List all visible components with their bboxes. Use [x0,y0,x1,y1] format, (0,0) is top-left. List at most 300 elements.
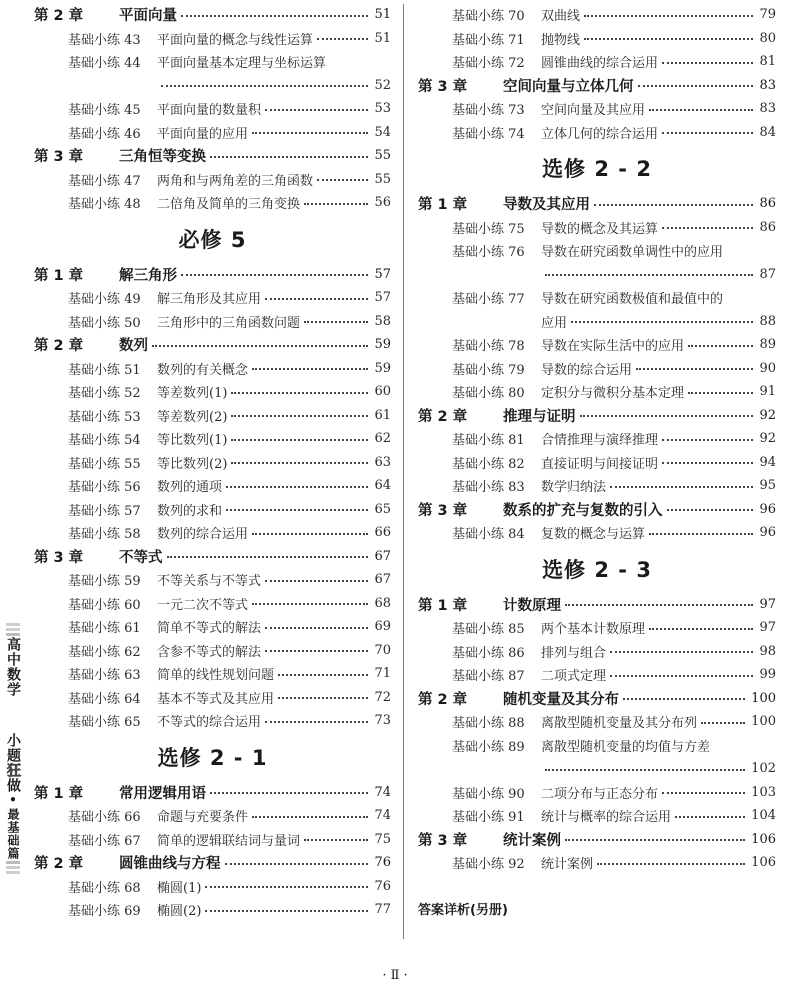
leader-dots [545,769,745,771]
page-number: 92 [759,431,776,447]
toc-chapter[interactable] [34,333,391,357]
lesson-number: 基础小练 53 [68,409,141,425]
toc-lesson[interactable] [34,709,391,733]
toc-lesson[interactable] [418,734,776,758]
leader-dots [662,439,753,441]
lesson-number: 基础小练 71 [452,32,525,48]
answers-note[interactable]: 答案详析(另册) [418,902,508,918]
lesson-number: 基础小练 45 [68,103,141,119]
chapter-title: 随机变量及其分布 [503,691,619,708]
chapter-title: 统计案例 [503,832,561,849]
leader-dots [610,675,753,677]
toc-chapter[interactable] [34,263,391,287]
lesson-title: 抛物线 [541,32,581,48]
leader-dots [662,132,753,134]
toc-lesson[interactable] [418,616,776,640]
lesson-number: 基础小练 58 [68,527,141,543]
page-number: 74 [374,808,391,824]
toc-lesson[interactable] [34,380,391,404]
page-number: 66 [374,525,391,541]
toc-lesson[interactable] [418,851,776,875]
chapter-number: 第 3 章 [418,78,468,95]
page-number: 60 [374,384,391,400]
leader-dots [265,580,368,582]
page-number: 53 [374,101,391,117]
leader-dots [610,651,753,653]
lesson-title: 数列的有关概念 [157,362,249,378]
toc-lesson[interactable] [418,97,776,121]
leader-dots [545,274,753,276]
page-number: 59 [374,360,391,376]
page-number: 62 [374,431,391,447]
toc-lesson[interactable] [418,474,776,498]
lesson-title: 空间向量及其应用 [541,103,646,119]
chapter-number: 第 2 章 [34,8,84,25]
chapter-title: 平面向量 [119,8,177,25]
lesson-number: 基础小练 55 [68,456,141,472]
leader-dots [304,203,368,205]
lesson-number: 基础小练 80 [452,386,525,402]
toc-lesson[interactable] [34,357,391,381]
toc-chapter[interactable] [418,828,776,852]
leader-dots [597,863,745,865]
spine-bar [6,866,20,869]
lesson-number: 基础小练 64 [68,691,141,707]
toc-lesson[interactable] [34,310,391,334]
leader-dots [662,792,745,794]
leader-dots [265,650,368,652]
toc-lesson[interactable] [418,380,776,404]
lesson-number: 基础小练 47 [68,173,141,189]
toc-lesson[interactable] [34,97,391,121]
lesson-title: 等差数列(2) [157,409,228,425]
lesson-number: 基础小练 44 [68,56,141,72]
book-spine [3,622,23,875]
leader-dots [594,204,753,206]
lesson-title: 命题与充要条件 [157,810,249,826]
lesson-number: 基础小练 90 [452,786,525,802]
lesson-number: 基础小练 57 [68,503,141,519]
lesson-title: 简单的逻辑联结词与量词 [157,833,301,849]
page-number: 100 [751,690,776,706]
leader-dots [210,792,368,794]
page-number: 55 [374,148,391,164]
lesson-number: 基础小练 75 [452,221,525,237]
page-number: 98 [759,643,776,659]
page-number: 51 [374,7,391,23]
leader-dots [252,533,368,535]
page-number: 87 [759,266,776,282]
leader-dots [181,274,368,276]
lesson-title: 解三角形及其应用 [157,292,262,308]
lesson-title: 等差数列(1) [157,386,228,402]
leader-dots [278,697,368,699]
toc-lesson[interactable] [34,498,391,522]
leader-dots [675,816,745,818]
leader-dots [565,839,745,841]
leader-dots [265,721,368,723]
page-number: 57 [374,266,391,282]
page-number: 74 [374,784,391,800]
lesson-title: 双曲线 [541,9,581,25]
page-number: 75 [374,831,391,847]
spine-bar [6,628,20,631]
toc-lesson[interactable] [34,521,391,545]
leader-dots [225,863,369,865]
leader-dots [252,816,368,818]
toc-lesson[interactable] [34,662,391,686]
page-number: 91 [759,384,776,400]
toc-chapter[interactable] [418,404,776,428]
lesson-number: 基础小练 61 [68,621,141,637]
toc-lesson[interactable] [34,898,391,922]
lesson-title: 简单不等式的解法 [157,621,262,637]
page-number: 69 [374,619,391,635]
page-number: 96 [759,525,776,541]
leader-dots [662,462,753,464]
page-number: 76 [374,855,391,871]
lesson-number: 基础小练 49 [68,292,141,308]
leader-dots [701,722,745,724]
chapter-number: 第 1 章 [34,785,84,802]
leader-dots [304,321,368,323]
page-number: 86 [759,196,776,212]
lesson-title: 二项分布与正态分布 [541,786,659,802]
toc-lesson[interactable] [418,710,776,734]
page-number: 97 [759,620,776,636]
leader-dots [205,910,368,912]
toc-lesson[interactable] [34,474,391,498]
page-number: 77 [374,902,391,918]
lesson-title: 数列的通项 [157,480,223,496]
leader-dots [317,179,368,181]
toc-lesson[interactable] [34,286,391,310]
lesson-title: 导数的概念及其运算 [541,221,659,237]
toc-lesson-continuation[interactable] [34,74,391,98]
page-number: 84 [759,124,776,140]
lesson-number: 基础小练 46 [68,126,141,142]
toc-chapter[interactable] [34,144,391,168]
toc-lesson[interactable] [34,568,391,592]
lesson-title: 平面向量的概念与线性运算 [157,32,314,48]
lesson-title: 含参不等式的解法 [157,644,262,660]
lesson-title: 导数在实际生活中的应用 [541,339,685,355]
lesson-number: 基础小练 81 [452,433,525,449]
lesson-title: 不等关系与不等式 [157,574,262,590]
page-footer-number: · Ⅱ · [382,968,408,983]
lesson-number: 基础小练 91 [452,810,525,826]
leader-dots [205,886,368,888]
toc-chapter[interactable] [34,781,391,805]
section-heading: 必修 5 [178,227,247,252]
lesson-number: 基础小练 48 [68,197,141,213]
leader-dots [649,533,753,535]
lesson-number: 基础小练 59 [68,574,141,590]
page-number: 106 [751,855,776,871]
page-number: 104 [751,808,776,824]
toc-lesson[interactable] [34,50,391,74]
lesson-title: 导数在研究函数极值和最值中的 [541,292,724,308]
page-number: 76 [374,878,391,894]
page-number: 68 [374,595,391,611]
lesson-number: 基础小练 86 [452,645,525,661]
lesson-number: 基础小练 69 [68,904,141,920]
lesson-number: 基础小练 84 [452,527,525,543]
chapter-number: 第 2 章 [418,691,468,708]
chapter-title: 圆锥曲线与方程 [119,856,221,873]
lesson-number: 基础小练 72 [452,56,525,72]
page-number: 55 [374,171,391,187]
chapter-title: 计数原理 [503,597,561,614]
column-divider [403,4,404,939]
lesson-number: 基础小练 77 [452,292,525,308]
lesson-title: 数列的综合运用 [157,527,249,543]
lesson-number: 基础小练 62 [68,644,141,660]
toc-chapter[interactable] [418,593,776,617]
lesson-title: 数列的求和 [157,503,223,519]
toc-lesson[interactable] [418,216,776,240]
toc-lesson[interactable] [418,239,776,263]
section-heading: 选修 2 - 3 [542,557,652,582]
page-number: 80 [759,30,776,46]
spine-subject: 高中数学 [5,637,21,697]
leader-dots [638,85,754,87]
page-number: 54 [374,124,391,140]
leader-dots [667,509,754,511]
lesson-title: 离散型随机变量的均值与方差 [541,739,711,755]
chapter-title: 数系的扩充与复数的引入 [503,502,663,519]
toc-lesson[interactable] [418,451,776,475]
page-number: 96 [759,501,776,517]
lesson-title: 圆锥曲线的综合运用 [541,56,659,72]
chapter-title: 导数及其应用 [503,197,590,214]
leader-dots [231,439,368,441]
lesson-title: 二项式定理 [541,669,607,685]
leader-dots [152,345,368,347]
toc-lesson[interactable] [34,451,391,475]
toc-lesson[interactable] [418,27,776,51]
lesson-number: 基础小练 76 [452,245,525,261]
lesson-number: 基础小练 89 [452,739,525,755]
toc-lesson[interactable] [418,781,776,805]
leader-dots [181,15,368,17]
toc-chapter[interactable] [418,74,776,98]
lesson-title: 二倍角及简单的三角变换 [157,197,301,213]
chapter-title: 解三角形 [119,267,177,284]
toc-lesson[interactable] [418,663,776,687]
chapter-title: 空间向量与立体几何 [503,78,634,95]
page-number: 71 [374,666,391,682]
toc-lesson[interactable] [34,168,391,192]
chapter-number: 第 2 章 [34,338,84,355]
spine-series-c: 做 [5,778,21,793]
toc-lesson[interactable] [418,50,776,74]
toc-lesson[interactable] [418,640,776,664]
leader-dots [688,345,753,347]
page-number: 92 [759,407,776,423]
lesson-title: 直接证明与间接证明 [541,456,659,472]
toc-lesson[interactable] [34,121,391,145]
toc-lesson[interactable] [34,427,391,451]
leader-dots [265,109,368,111]
chapter-title: 三角恒等变换 [119,149,206,166]
lesson-title: 排列与组合 [541,645,607,661]
chapter-title: 数列 [119,338,148,355]
toc-lesson[interactable] [418,804,776,828]
leader-dots [584,38,753,40]
toc-chapter[interactable] [418,498,776,522]
leader-dots [623,698,745,700]
toc-lesson[interactable] [34,804,391,828]
leader-dots [265,627,368,629]
page-number: 73 [374,713,391,729]
toc-lesson[interactable] [34,27,391,51]
lesson-title: 一元二次不等式 [157,597,249,613]
leader-dots [231,462,368,464]
lesson-number: 基础小练 50 [68,315,141,331]
page-number: 100 [751,714,776,730]
chapter-number: 第 3 章 [418,502,468,519]
chapter-number: 第 1 章 [418,597,468,614]
lesson-number: 基础小练 65 [68,715,141,731]
page-number: 79 [759,7,776,23]
leader-dots [610,486,753,488]
page-number: 94 [759,454,776,470]
toc-lesson[interactable] [34,615,391,639]
spine-edition: 最基础篇 [6,808,20,860]
lesson-title: 简单的线性规划问题 [157,668,275,684]
page-number: 89 [759,337,776,353]
toc-lesson[interactable] [34,828,391,852]
page-number: 61 [374,407,391,423]
lesson-title: 基本不等式及其应用 [157,691,275,707]
page-number: 70 [374,642,391,658]
lesson-title: 平面向量基本定理与坐标运算 [157,56,327,72]
page-number: 64 [374,478,391,494]
toc-lesson-continuation[interactable] [418,310,776,334]
lesson-title: 等比数列(2) [157,456,228,472]
spine-series-a: 小题 [5,733,21,763]
page-number: 103 [751,784,776,800]
lesson-title: 导数的综合运用 [541,362,633,378]
lesson-number: 基础小练 70 [452,9,525,25]
page-number: 102 [751,761,776,777]
lesson-title: 等比数列(1) [157,433,228,449]
toc-lesson[interactable] [418,286,776,310]
toc-lesson[interactable] [34,592,391,616]
toc-chapter[interactable] [34,3,391,27]
lesson-title: 导数在研究函数单调性中的应用 [541,245,724,261]
chapter-number: 第 3 章 [34,549,84,566]
lesson-number: 基础小练 82 [452,456,525,472]
leader-dots [226,486,368,488]
lesson-title: 两个基本计数原理 [541,622,646,638]
toc-chapter[interactable] [418,192,776,216]
chapter-number: 第 1 章 [34,267,84,284]
lesson-title: 复数的概念与运算 [541,527,646,543]
toc-lesson[interactable] [34,875,391,899]
toc-lesson-continuation[interactable] [418,263,776,287]
lesson-number: 基础小练 83 [452,480,525,496]
lesson-number: 基础小练 66 [68,810,141,826]
lesson-number: 基础小练 78 [452,339,525,355]
page-number: 72 [374,689,391,705]
page-number: 63 [374,454,391,470]
toc-lesson[interactable] [34,686,391,710]
lesson-title: 椭圆(2) [157,904,202,920]
leader-dots [210,156,368,158]
toc-lesson[interactable] [418,121,776,145]
toc-lesson[interactable] [34,404,391,428]
toc-chapter[interactable] [34,851,391,875]
section-heading: 选修 2 - 2 [542,157,652,181]
leader-dots [580,415,754,417]
page-number: 65 [374,501,391,517]
lesson-title: 椭圆(1) [157,880,202,896]
page-number: 52 [374,77,391,93]
page-number: 57 [374,290,391,306]
page-number: 81 [759,54,776,70]
page-number: 83 [759,77,776,93]
lesson-number: 基础小练 43 [68,32,141,48]
toc-lesson[interactable] [418,3,776,27]
lesson-number: 基础小练 67 [68,833,141,849]
toc-chapter[interactable] [418,687,776,711]
toc-lesson[interactable] [418,427,776,451]
page-number: 59 [374,337,391,353]
spine-bar [6,871,20,874]
lesson-number: 基础小练 74 [452,126,525,142]
lesson-title: 统计案例 [541,857,594,873]
leader-dots [565,604,753,606]
lesson-title: 合情推理与演绎推理 [541,433,659,449]
toc-lesson[interactable] [34,639,391,663]
lesson-number: 基础小练 92 [452,857,525,873]
toc-lesson[interactable] [418,333,776,357]
page-number: 88 [759,313,776,329]
chapter-number: 第 3 章 [418,832,468,849]
leader-dots [662,62,753,64]
leader-dots [226,509,368,511]
page-number: 90 [759,360,776,376]
leader-dots [252,603,368,605]
toc-lesson[interactable] [34,191,391,215]
leader-dots [636,368,753,370]
lesson-number: 基础小练 88 [452,716,525,732]
page-number: 95 [759,478,776,494]
leader-dots [317,38,368,40]
chapter-number: 第 3 章 [34,149,84,166]
leader-dots [688,392,753,394]
chapter-title: 推理与证明 [503,408,576,425]
leader-dots [649,109,753,111]
page-number: 99 [759,667,776,683]
lesson-title: 定积分与微积分基本定理 [541,386,685,402]
lesson-title: 统计与概率的综合运用 [541,810,672,826]
lesson-number: 基础小练 54 [68,433,141,449]
toc-chapter[interactable] [34,545,391,569]
spine-bar [6,623,20,626]
page-number: 51 [374,30,391,46]
section-heading: 选修 2 - 1 [157,745,268,770]
page-number: 56 [374,195,391,211]
toc-lesson[interactable] [418,521,776,545]
lesson-number: 基础小练 60 [68,597,141,613]
leader-dots [252,132,368,134]
toc-lesson[interactable] [418,357,776,381]
toc-right-column [418,3,776,918]
toc-lesson-continuation[interactable] [418,757,776,781]
